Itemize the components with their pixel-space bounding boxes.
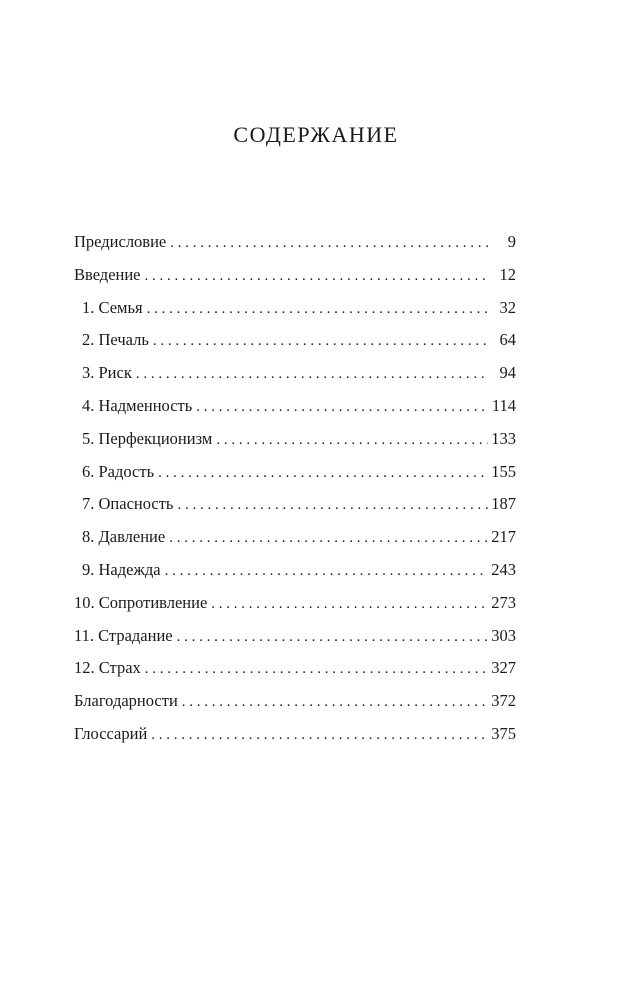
toc-entry[interactable]: [74, 591, 516, 624]
dot-leader: [165, 526, 488, 550]
toc-entry-title: 7. Опасность: [82, 494, 174, 514]
dot-leader: [178, 690, 488, 714]
dot-leader: [147, 723, 488, 747]
toc-entry-title: 6. Радость: [82, 461, 155, 481]
dot-leader: [149, 329, 488, 353]
dot-leader: [132, 362, 488, 386]
toc-entry[interactable]: [74, 624, 516, 657]
toc-entry-page: 273: [491, 592, 516, 612]
toc-entry-title: Благодарности: [74, 691, 178, 711]
dot-leader: [141, 657, 488, 681]
toc-entry[interactable]: [74, 656, 516, 689]
toc-entry-title: 11. Страдание: [74, 625, 173, 645]
toc-entry[interactable]: [74, 558, 516, 591]
toc-entry-title: 5. Перфекционизм: [82, 428, 213, 448]
toc-entry-page: 187: [491, 494, 516, 514]
table-of-contents: [74, 230, 516, 755]
toc-entry[interactable]: [74, 460, 516, 493]
toc-entry[interactable]: [74, 230, 516, 263]
toc-entry-title: 12. Страх: [74, 658, 141, 678]
toc-entry-page: 12: [499, 264, 516, 284]
toc-entry[interactable]: [74, 689, 516, 722]
toc-entry[interactable]: [74, 427, 516, 460]
dot-leader: [166, 231, 488, 255]
toc-entry-title: 1. Семья: [82, 297, 143, 317]
dot-leader: [207, 592, 488, 616]
toc-entry-title: 3. Риск: [82, 363, 132, 383]
toc-entry[interactable]: [74, 492, 516, 525]
toc-entry-title: 2. Печаль: [82, 330, 149, 350]
toc-entry[interactable]: [74, 263, 516, 296]
toc-entry-page: 155: [491, 461, 516, 481]
dot-leader: [212, 428, 488, 452]
toc-entry-title: 9. Надежда: [82, 559, 161, 579]
toc-entry-title: Глоссарий: [74, 723, 148, 743]
toc-entry-page: 114: [491, 395, 516, 415]
toc-entry-title: Введение: [74, 264, 141, 284]
toc-entry-page: 133: [491, 428, 516, 448]
toc-entry-page: 9: [507, 232, 516, 251]
page-title: СОДЕРЖАНИЕ: [233, 122, 399, 147]
dot-leader: [154, 461, 488, 485]
toc-entry[interactable]: [74, 361, 516, 394]
toc-entry[interactable]: [74, 394, 516, 427]
toc-entry[interactable]: [74, 296, 516, 329]
dot-leader: [161, 559, 488, 583]
toc-entry-page: 94: [499, 363, 516, 383]
toc-entry-page: 217: [491, 527, 516, 547]
dot-leader: [143, 297, 488, 321]
toc-entry-title: Предисловие: [74, 232, 167, 251]
toc-entry-page: 64: [499, 330, 516, 350]
toc-entry-title: 10. Сопротивление: [74, 592, 208, 612]
toc-entry-page: 303: [491, 625, 516, 645]
toc-entry-title: 4. Надменность: [82, 395, 193, 415]
dot-leader: [173, 493, 488, 517]
dot-leader: [173, 625, 488, 649]
toc-entry[interactable]: [74, 722, 516, 755]
toc-entry-page: 32: [499, 297, 516, 317]
toc-entry-page: 375: [491, 723, 516, 743]
toc-entry-title: 8. Давление: [82, 527, 166, 547]
dot-leader: [192, 395, 488, 419]
toc-entry[interactable]: [74, 525, 516, 558]
toc-entry-page: 372: [491, 691, 516, 711]
toc-entry[interactable]: [74, 328, 516, 361]
toc-entry-page: 243: [491, 559, 516, 579]
toc-entry-page: 327: [491, 658, 516, 678]
dot-leader: [141, 264, 488, 288]
